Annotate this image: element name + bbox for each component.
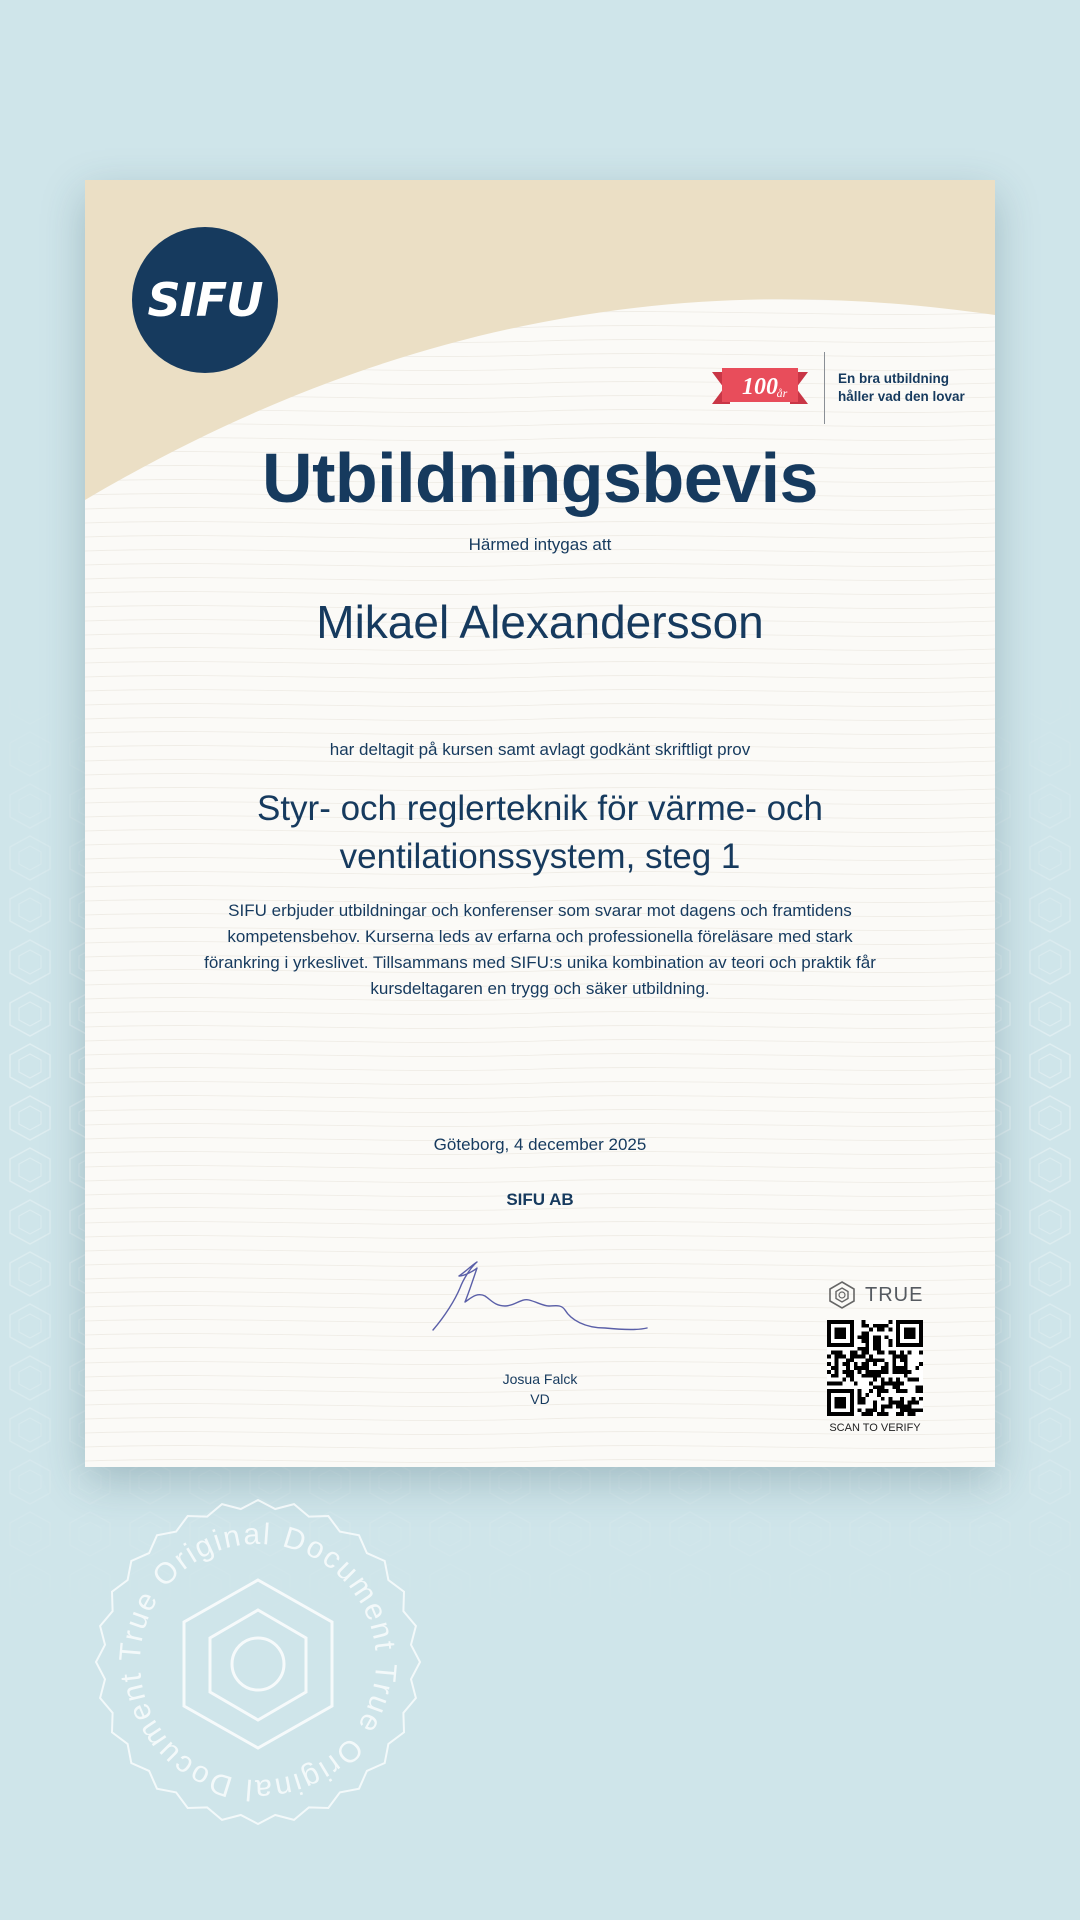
anniversary-badge (712, 352, 982, 424)
true-brand-text: TRUE (865, 1283, 924, 1306)
attendance-text: har deltagit på kursen samt avlagt godkänt skriftligt prov (329, 740, 751, 759)
anniversary-ribbon-icon (712, 366, 808, 410)
recipient-name: Mikael Alexandersson (316, 596, 764, 648)
seal-hexagon-icon (184, 1580, 332, 1748)
signer-role: VD (530, 1391, 550, 1407)
tagline (838, 370, 988, 406)
tagline-line-1: En bra utbildning (838, 371, 949, 386)
sifu-logo-text: SIFU (147, 273, 263, 327)
signature-image (425, 1240, 665, 1350)
true-original-seal (88, 1492, 428, 1832)
course-description: SIFU erbjuder utbildningar och konferenser som svarar mot dagens och framtidens kompetensbehov. Kurserna leds av erfarna och professionella föreläsare med stark förankring i yrkeslivet. Tillsammans med SIFU:s unika kombination av teori och praktik får kursdeltagaren en trygg och säker utbildning. (204, 901, 876, 998)
verification-qr-code[interactable] (827, 1320, 923, 1416)
tagline-line-2: håller vad den lovar (838, 389, 965, 404)
anniversary-suffix: år (776, 386, 788, 400)
intro-text: Härmed intygas att (468, 535, 612, 554)
seal-text: True Original Document True Original Document (113, 1517, 403, 1807)
signer-name: Josua Falck (502, 1371, 578, 1387)
company-name: SIFU AB (506, 1190, 574, 1209)
true-hexagon-icon (827, 1280, 857, 1310)
certificate-card (85, 180, 995, 1467)
anniversary-number: 100 (742, 374, 778, 400)
place-date: Göteborg, 4 december 2025 (433, 1135, 647, 1154)
certificate-title: Utbildningsbevis (262, 439, 818, 517)
true-logo (827, 1280, 923, 1310)
scan-to-verify-label: SCAN TO VERIFY (829, 1422, 921, 1434)
anniversary-divider (824, 352, 825, 424)
course-name: Styr- och reglerteknik för värme- och ventilationssystem, steg 1 (256, 789, 823, 876)
sifu-logo (132, 227, 278, 373)
